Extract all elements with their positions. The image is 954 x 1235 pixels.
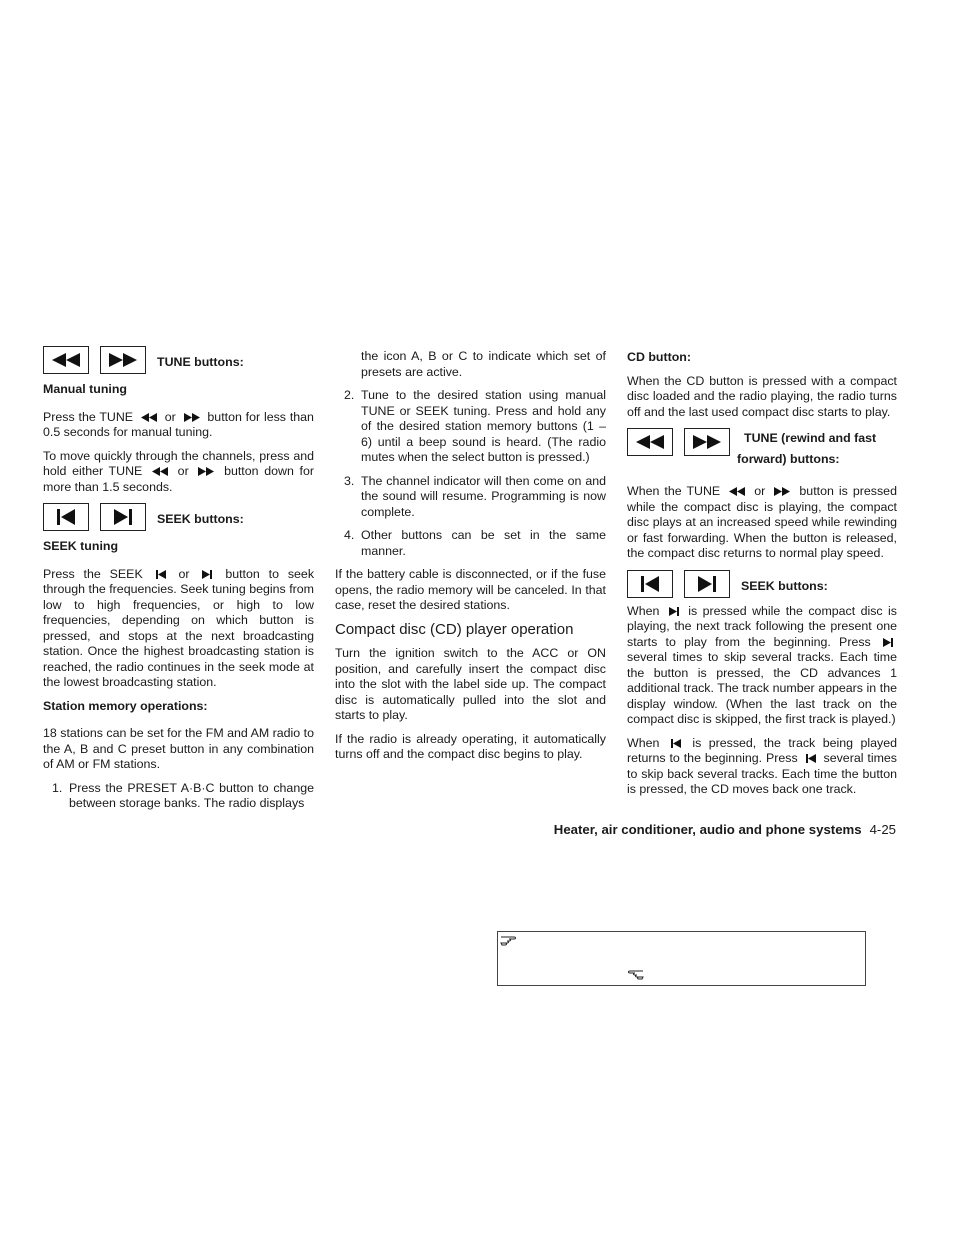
cd-player-section-heading: Compact disc (CD) player operation	[335, 620, 574, 638]
fast-forward-button-illustration	[684, 428, 730, 456]
text: or	[164, 409, 176, 424]
cd-tune-label-line-1: TUNE (rewind and fast	[744, 431, 877, 445]
text: When	[627, 603, 660, 618]
station-memory-heading: Station memory operations:	[43, 698, 208, 713]
cd-seek-buttons-row	[627, 570, 897, 600]
tune-buttons-row	[43, 346, 314, 376]
skip-back-icon	[156, 570, 166, 579]
list-text: Press the PRESET A·B·C button to change between storage banks. The radio displays	[69, 780, 314, 810]
list-number: 1.	[52, 780, 63, 795]
station-memory-paragraph: 18 stations can be set for the FM and AM radio to the A, B and C preset button in any combination of AM or FM stations.	[43, 726, 314, 771]
seek-buttons-row	[43, 503, 314, 533]
fast-forward-button-illustration	[100, 346, 146, 374]
reference-box	[497, 931, 866, 986]
rewind-icon	[635, 435, 665, 449]
text: is pressed while the compact disc is playing, the next track following the present one starts to play from the beginning. Press	[627, 603, 897, 649]
text: Press the SEEK	[43, 566, 143, 581]
cd-button-heading: CD button:	[627, 350, 691, 364]
text: or	[178, 566, 190, 581]
text: several times to skip several tracks. Each time the button is pressed, the CD advances 1 additional track. The track number appears in the display window. (When the last track on the compact disc is skipped, the first track is played.)	[627, 650, 897, 726]
text: button down for more than 1.5 seconds.	[43, 464, 314, 494]
list-item	[335, 528, 606, 559]
skip-back-button-illustration	[627, 570, 673, 598]
column-1	[43, 346, 314, 820]
list-number: 3.	[344, 473, 355, 488]
skip-forward-button-illustration	[684, 570, 730, 598]
text: button for less than 0.5 seconds for manual tuning.	[43, 409, 314, 439]
rewind-icon	[152, 467, 168, 476]
text: button to seek through the frequencies. Seek tuning begins from low to high frequencies, or high to low frequencies, depending on which button is pressed, and stops at the next broadcasting station. Once the highest broadcasting station is reached, the radio continues in the seek mode at the lowest broadcasting station.	[43, 566, 315, 689]
pointing-hand-icon	[500, 933, 520, 946]
cd-seek-paragraph-1	[627, 604, 897, 728]
list-text: The channel indicator will then come on and the sound will resume. Programming is now complete.	[361, 473, 606, 519]
memory-steps-list-2	[335, 388, 606, 559]
column-3	[627, 350, 897, 806]
text: several times to skip back several tracks. Each time the button is pressed, the CD moves back one track.	[627, 751, 897, 796]
text: or	[754, 484, 766, 498]
list-item	[335, 388, 606, 466]
fast-forward-icon	[774, 487, 790, 496]
seek-tuning-heading: SEEK tuning	[43, 539, 119, 553]
list-text: Other buttons can be set in the same manner.	[361, 528, 606, 558]
fast-forward-icon	[108, 353, 138, 367]
list-number: 4.	[344, 528, 355, 542]
rewind-icon	[51, 353, 81, 367]
cd-seek-buttons-label: SEEK buttons:	[741, 578, 828, 593]
list-item	[43, 781, 314, 812]
skip-forward-icon	[202, 570, 212, 579]
skip-back-icon	[639, 576, 661, 592]
text: button is pressed while the compact disc is playing, the compact disc plays at an increased speed while rewinding or fast forwarding. When the button is released, the compact disc returns to normal play speed.	[627, 484, 897, 560]
text: To move quickly through the channels, press and hold either TUNE	[43, 448, 314, 478]
fast-forward-icon	[184, 413, 200, 422]
skip-forward-icon	[112, 509, 134, 525]
footer-section-title: Heater, air conditioner, audio and phone systems	[553, 822, 862, 837]
rewind-button-illustration	[43, 346, 89, 374]
cd-player-paragraph-2: If the radio is already operating, it automatically turns off and the compact disc begins to play.	[335, 731, 606, 761]
skip-back-icon	[55, 509, 77, 525]
tune-buttons-label: TUNE buttons:	[157, 355, 244, 369]
skip-forward-button-illustration	[100, 503, 146, 531]
cd-button-paragraph: When the CD button is pressed with a compact disc loaded and the radio playing, the radio turns off and the last used compact disc starts to play.	[627, 373, 897, 419]
page-footer	[554, 822, 896, 838]
fast-forward-icon	[198, 467, 214, 476]
skip-forward-icon	[696, 576, 718, 592]
manual-tuning-paragraph-1	[43, 410, 314, 441]
memory-steps-list-1	[43, 781, 314, 812]
text: Press the TUNE	[43, 409, 134, 424]
cd-tune-paragraph	[627, 484, 897, 562]
cd-seek-paragraph-2	[627, 736, 897, 798]
skip-forward-icon	[883, 638, 893, 647]
page-number: 4-25	[869, 822, 896, 837]
text: When the TUNE	[627, 484, 721, 498]
skip-back-button-illustration	[43, 503, 89, 531]
seek-buttons-label: SEEK buttons:	[157, 512, 244, 526]
column-2	[335, 349, 606, 771]
rewind-icon	[729, 487, 745, 496]
seek-tuning-paragraph	[43, 567, 314, 691]
text: When	[627, 735, 660, 750]
cd-player-paragraph-1: Turn the ignition switch to the ACC or ON position, and carefully insert the compact disc into the slot with the label side up. The compact disc is automatically pulled into the slot and starts to play.	[335, 646, 606, 722]
list-number: 2.	[344, 388, 355, 402]
pointing-hand-icon	[624, 967, 644, 980]
rewind-icon	[141, 413, 157, 422]
cd-tune-buttons-row	[627, 428, 897, 478]
skip-forward-icon	[669, 607, 679, 616]
skip-back-icon	[671, 739, 681, 748]
manual-tuning-heading: Manual tuning	[43, 382, 127, 396]
text: is pressed, the track being played returns to the beginning. Press	[627, 735, 897, 765]
manual-tuning-paragraph-2	[43, 449, 314, 496]
list-item	[335, 474, 606, 521]
step-1-continuation: the icon A, B or C to indicate which set of presets are active.	[361, 349, 606, 379]
battery-paragraph: If the battery cable is disconnected, or if the fuse opens, the radio memory will be canceled. In that case, reset the desired stations.	[335, 567, 606, 612]
cd-tune-label-line-2: forward) buttons:	[737, 452, 840, 466]
fast-forward-icon	[692, 435, 722, 449]
list-text: Tune to the desired station using manual TUNE or SEEK tuning. Press and hold any of the desired station memory buttons (1 – 6) until a beep sound is heard. (The radio mutes when the select button is pressed.)	[361, 388, 606, 464]
rewind-button-illustration	[627, 428, 673, 456]
skip-back-icon	[806, 754, 816, 763]
text: or	[177, 464, 189, 478]
